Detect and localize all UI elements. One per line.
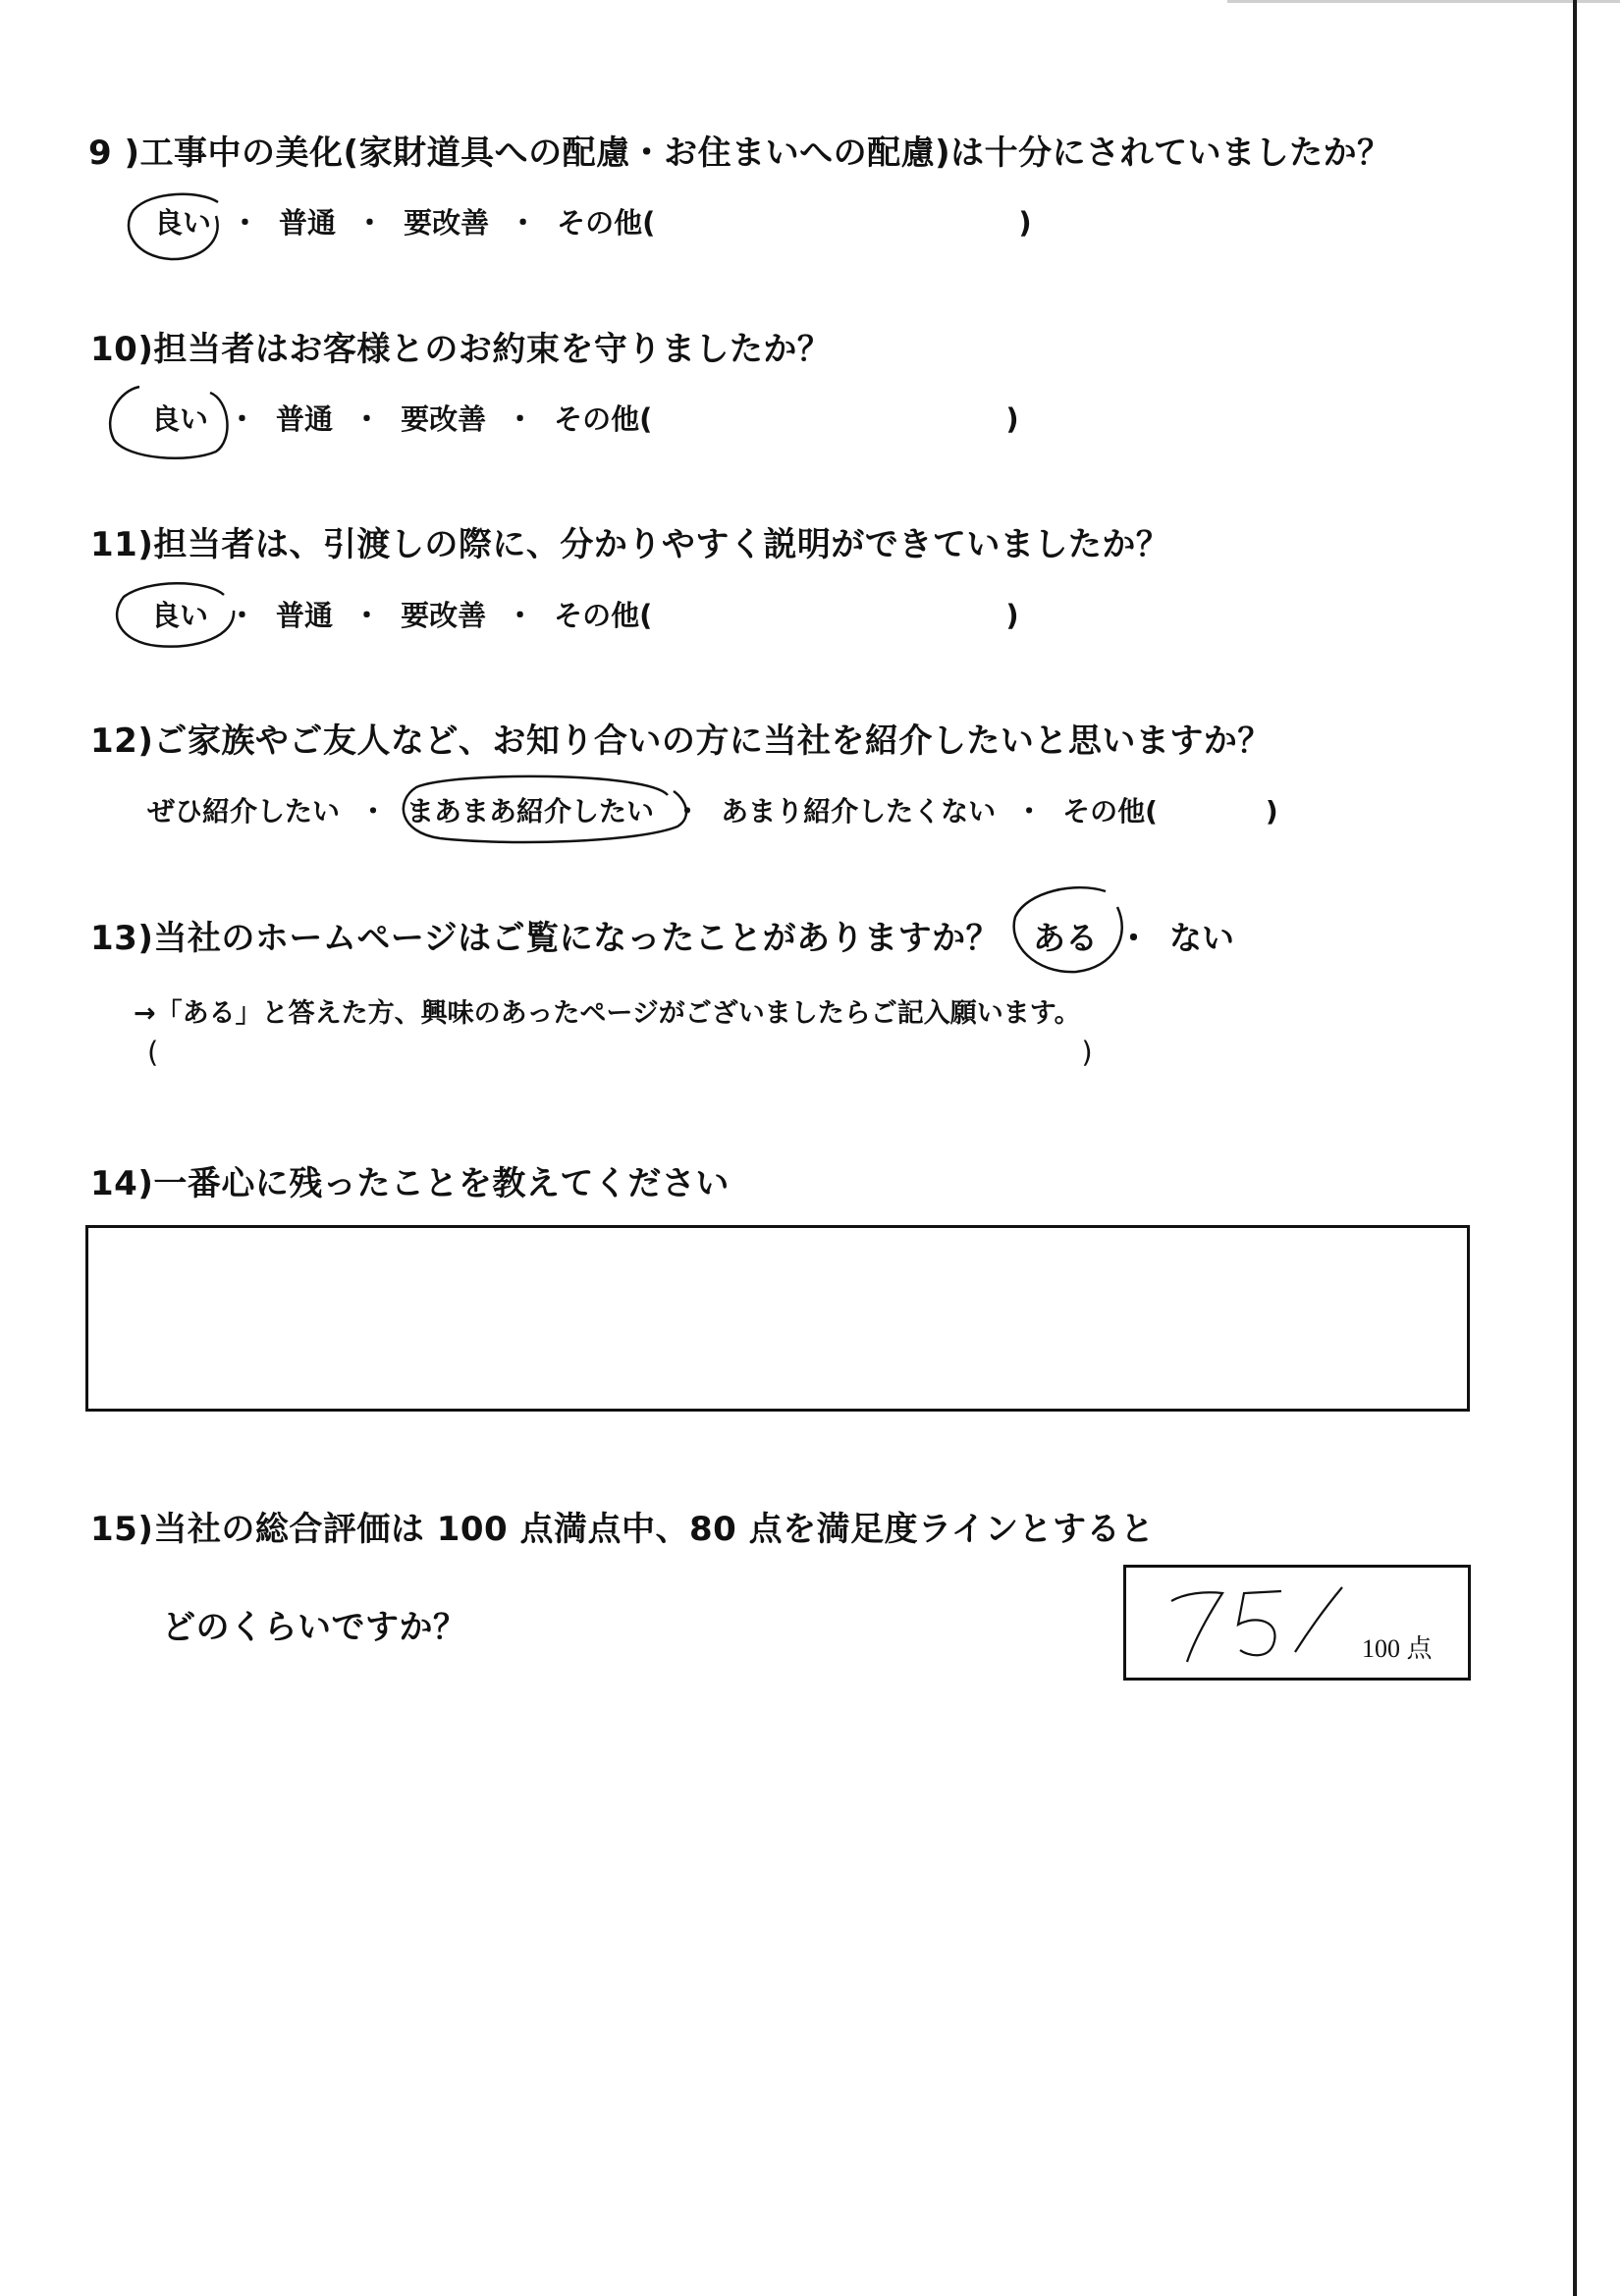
handwritten-score	[1165, 1581, 1362, 1670]
scan-right-edge	[1573, 0, 1577, 2296]
q12-option-definitely[interactable]: ぜひ紹介したい	[147, 795, 341, 828]
q10-option-needs-improvement[interactable]: 要改善	[401, 402, 487, 436]
q12-close-paren: )	[1265, 795, 1278, 828]
score-max-label: 100 点	[1362, 1634, 1433, 1663]
scan-top-edge	[1227, 0, 1620, 3]
q9-option-normal[interactable]: 普通	[279, 206, 337, 240]
q11-options: 良い ・ 普通 ・ 要改善 ・ その他( )	[151, 594, 1019, 634]
q12-options: ぜひ紹介したい ・ まあまあ紹介したい ・ あまり紹介したくない ・ その他( )	[147, 790, 1278, 829]
score-value: 75	[1205, 1640, 1207, 1641]
question-14: 14)一番心に残ったことを教えてください	[90, 1164, 730, 1203]
question-9: 9 )工事中の美化(家財道具への配慮・お住まいへの配慮)は十分にされていましたか？	[88, 133, 1391, 173]
q13-followup: →「ある」と答えた方、興味のあったページがございましたらご記入願います。	[134, 998, 1081, 1029]
q13-option-yes[interactable]: ある	[1033, 919, 1098, 957]
q10-options: 良い ・ 普通 ・ 要改善 ・ その他( )	[151, 398, 1019, 438]
question-10: 10)担当者はお客様とのお約束を守りましたか？	[90, 330, 832, 369]
question-13: 13)当社のホームページはご覧になったことがありますか？	[90, 919, 1001, 958]
question-11: 11)担当者は、引渡しの際に、分かりやすく説明ができていましたか？	[90, 525, 1170, 564]
q10-close-paren: )	[1005, 402, 1019, 436]
q11-option-needs-improvement[interactable]: 要改善	[401, 599, 487, 632]
q11-close-paren: )	[1005, 599, 1019, 632]
q10-option-other[interactable]: その他(	[554, 402, 653, 436]
q12-option-not-really[interactable]: あまり紹介したくない	[721, 795, 997, 828]
q9-option-needs-improvement[interactable]: 要改善	[404, 206, 490, 240]
q14-answer-box[interactable]	[85, 1225, 1470, 1412]
q11-option-other[interactable]: その他(	[554, 599, 653, 632]
q9-option-good[interactable]: 良い	[154, 206, 212, 240]
q13-option-no[interactable]: ない	[1169, 919, 1234, 957]
q11-option-good[interactable]: 良い	[151, 599, 209, 632]
q13-answer-line: ( )	[147, 1036, 1093, 1069]
q10-option-good[interactable]: 良い	[151, 402, 209, 436]
question-15-line2: どのくらいですか？	[162, 1608, 467, 1647]
q11-option-normal[interactable]: 普通	[276, 599, 334, 632]
q12-option-somewhat[interactable]: まあまあ紹介したい	[406, 795, 655, 828]
q9-options: 良い ・ 普通 ・ 要改善 ・ その他( )	[154, 201, 1032, 241]
q13-options: ある ・ ない	[1033, 913, 1234, 959]
score-box[interactable]	[1123, 1565, 1471, 1681]
q9-option-other[interactable]: その他(	[557, 206, 656, 240]
q10-option-normal[interactable]: 普通	[276, 402, 334, 436]
q12-option-other[interactable]: その他(	[1062, 795, 1158, 828]
question-12: 12)ご家族やご友人など、お知り合いの方に当社を紹介したいと思いますか？	[90, 721, 1272, 761]
question-15: 15)当社の総合評価は 100 点満点中、80 点を満足度ラインとすると	[90, 1510, 1155, 1549]
q9-close-paren: )	[1018, 206, 1032, 240]
